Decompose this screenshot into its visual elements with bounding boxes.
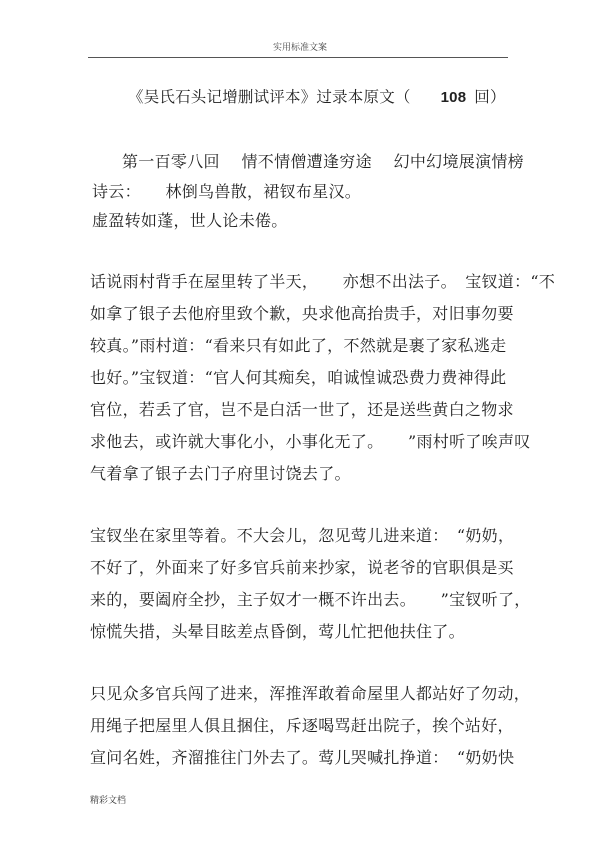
paragraph-line: 来的，要阖府全抄，主子奴才一概不许出去。 ”宝钗听了， xyxy=(90,590,531,609)
poem-line-1: 诗云： 林倒鸟兽散，裙钗布星汉。 xyxy=(92,182,362,201)
page-footer: 精彩文档 xyxy=(90,796,127,806)
page-header: 实用标准文案 xyxy=(272,43,327,53)
header-divider xyxy=(88,57,508,58)
chapter-heading: 第一百零八回 情不情僧遭逢穷途 幻中幻境展演情榜 xyxy=(122,152,524,171)
paragraph-line: 宣问名姓，齐溜推往门外去了。莺儿哭喊扎挣道： “奶奶快 xyxy=(90,748,515,767)
paragraph-line: 只见众多官兵闯了进来，浑推浑敢着命屋里人都站好了勿动， xyxy=(90,684,531,703)
paragraph-line: 较真。”雨村道：“看来只有如此了，不然就是裹了家私逃走 xyxy=(90,336,507,355)
document-title xyxy=(128,85,506,107)
paragraph-line: 如拿了银子去他府里致个歉，央求他高抬贵手，对旧事勿要 xyxy=(90,304,514,323)
title-suffix: 回） xyxy=(474,88,506,106)
paragraph-line: 用绳子把屋里人俱且捆住，斥逐喝骂赶出院子，挨个站好， xyxy=(90,716,514,735)
paragraph-line: 话说雨村背手在屋里转了半天， 亦想不出法子。 宝钗道：“不 xyxy=(90,272,556,291)
title-main: 《吴氏石头记增删试评本》过录本原文（ xyxy=(128,88,411,106)
paragraph-line: 也好。”宝钗道：“官人何其痴矣，咱诚惶诚恐费力费神得此 xyxy=(90,368,507,387)
paragraph-line: 不好了，外面来了好多官兵前来抄家，说老爷的官职俱是买 xyxy=(90,558,514,577)
poem-line-2: 虚盈转如蓬，世人论未倦。 xyxy=(92,211,288,230)
paragraph-line: 惊慌失措，头晕目眩差点昏倒，莺儿忙把他扶住了。 xyxy=(90,622,465,641)
paragraph-line: 求他去，或许就大事化小，小事化无了。 ”雨村听了唉声叹 xyxy=(90,432,531,451)
title-chapter-number: 108 xyxy=(440,89,467,106)
paragraph-line: 气着拿了银子去门子府里讨饶去了。 xyxy=(90,464,351,483)
paragraph-line: 宝钗坐在家里等着。不大会儿，忽见莺儿进来道： “奶奶， xyxy=(90,526,515,545)
paragraph-line: 官位，若丢了官，岂不是白活一世了，还是送些黄白之物求 xyxy=(90,400,514,419)
